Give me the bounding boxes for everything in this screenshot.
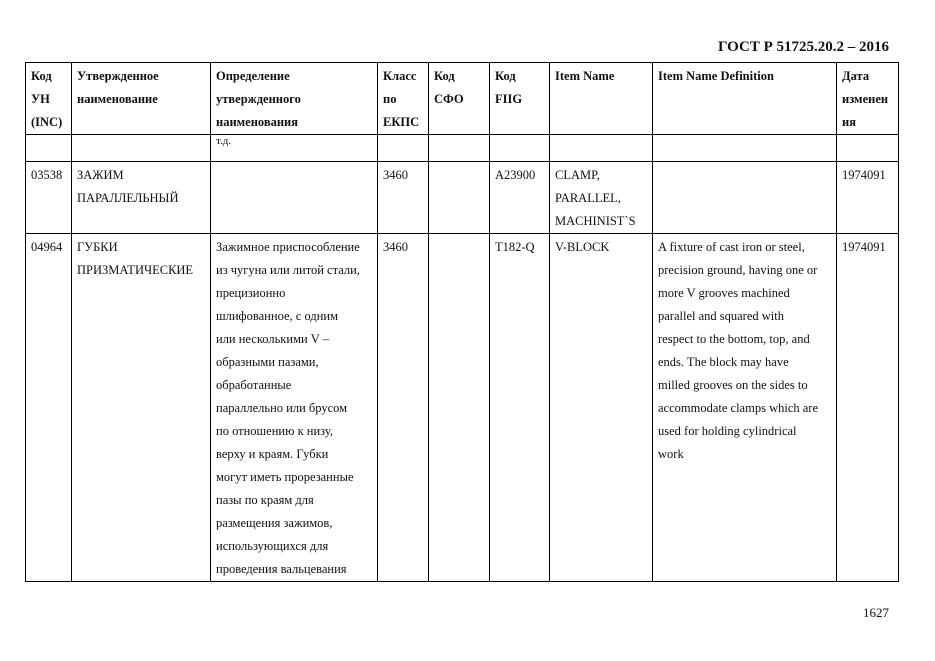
continuation-row	[26, 135, 899, 162]
approved-name-cell: ГУБКИ ПРИЗМАТИЧЕСКИЕ	[72, 234, 211, 582]
fiig-cell: A23900	[490, 162, 550, 234]
column-header-date: Дата изменен ия	[837, 63, 899, 135]
table-row	[26, 162, 899, 234]
column-header-item-definition: Item Name Definition	[653, 63, 837, 135]
item-definition-cell	[653, 162, 837, 234]
column-header-inc: Код УН (INC)	[26, 63, 72, 135]
sfo-cell	[429, 162, 490, 234]
item-names-table	[25, 62, 899, 582]
class-cell: 3460	[378, 234, 429, 582]
class-cell: 3460	[378, 162, 429, 234]
document-header: ГОСТ Р 51725.20.2 – 2016	[717, 39, 889, 55]
item-name-cell: CLAMP, PARALLEL, MACHINIST`S	[550, 162, 653, 234]
page-number: 1627	[863, 605, 889, 620]
column-header-item-name: Item Name	[550, 63, 653, 135]
definition-cell: Зажимное приспособление из чугуна или литой стали, прецизионно шлифованное, с одним или несколькими V – образными пазами, обработанные параллельно или брусом по отношению к низу, верху и краям. Губки могут иметь прорезанные пазы по краям для размещения зажимов, использующихся для проведения вальцевания	[211, 234, 378, 582]
column-header-definition: Определение утвержденного наименования	[211, 63, 378, 135]
date-cell: 1974091	[837, 234, 899, 582]
table-cell	[26, 135, 72, 162]
table-header-row	[26, 63, 899, 135]
definition-cell	[211, 162, 378, 234]
inc-cell: 04964	[26, 234, 72, 582]
table-cell	[490, 135, 550, 162]
table-cell	[429, 135, 490, 162]
fiig-cell: T182-Q	[490, 234, 550, 582]
table-cell: т.д.	[211, 135, 378, 162]
table-cell	[653, 135, 837, 162]
inc-cell: 03538	[26, 162, 72, 234]
column-header-fiig: Код FIIG	[490, 63, 550, 135]
column-header-class: Класс по ЕКПС	[378, 63, 429, 135]
table-cell	[72, 135, 211, 162]
column-header-sfo: Код СФО	[429, 63, 490, 135]
approved-name-cell: ЗАЖИМ ПАРАЛЛЕЛЬНЫЙ	[72, 162, 211, 234]
sfo-cell	[429, 234, 490, 582]
table-cell	[378, 135, 429, 162]
table-cell	[550, 135, 653, 162]
item-name-cell: V-BLOCK	[550, 234, 653, 582]
column-header-approved-name: Утвержденное наименование	[72, 63, 211, 135]
table-row	[26, 234, 899, 582]
date-cell: 1974091	[837, 162, 899, 234]
table-cell	[837, 135, 899, 162]
item-definition-cell: A fixture of cast iron or steel, precision ground, having one or more V grooves machined parallel and squared with respect to the bottom, top, and ends. The block may have milled grooves on the sides to accommodate clamps which are used for holding cylindrical work	[653, 234, 837, 582]
